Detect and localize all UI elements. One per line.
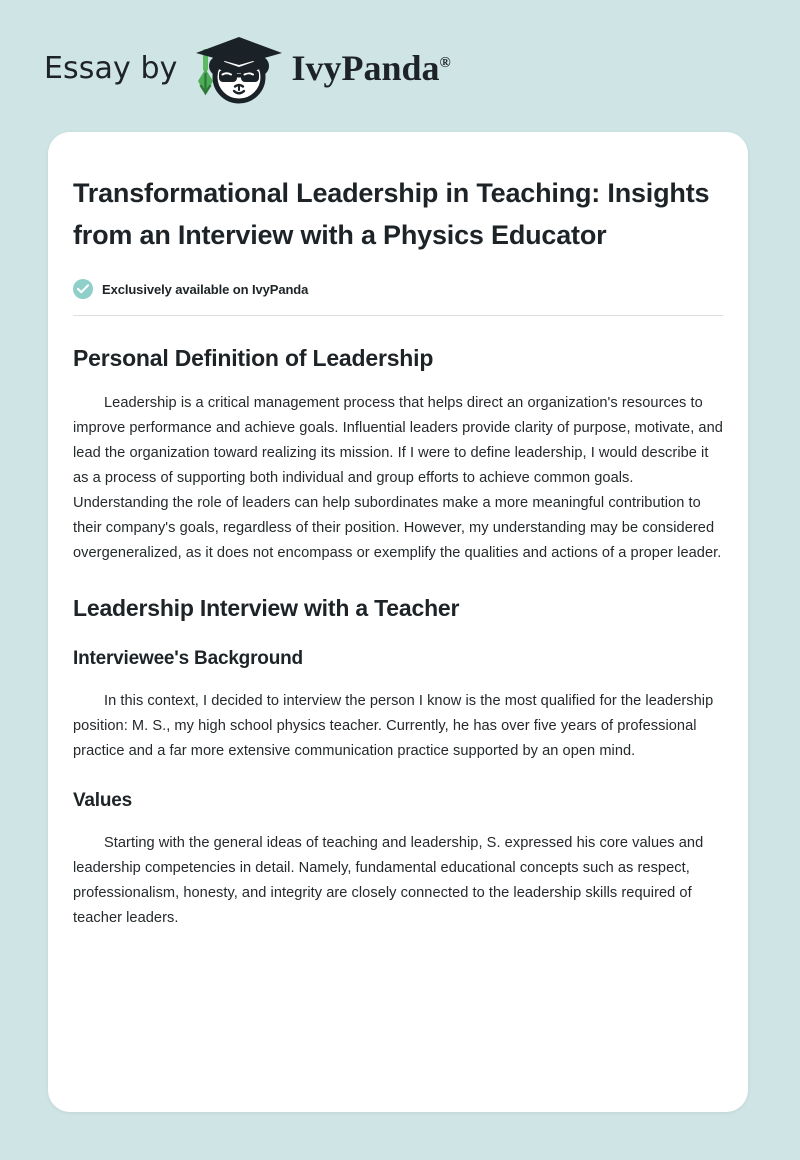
check-circle-icon [73, 279, 93, 299]
section-heading-interviewee-background: Interviewee's Background [73, 648, 303, 669]
paragraph: Leadership is a critical management process that helps direct an organization's resources to improve performance and achieve goals. Influential leaders provide clarity of purpose, motivate, and lead the organization toward realizing its mission. If I were to define leadership, I would describe it as a process of supporting both individual and group efforts to achieve common goals. Understanding the role of leaders can help subordinates make a more meaningful contribution to their company's goals, regardless of their position. However, my understanding may be considered overgeneralized, as it does not encompass or exemplify the qualities and actions of a proper leader. [73, 395, 723, 561]
panda-graduate-logo-icon [186, 35, 290, 105]
wordmark-text: IvyPanda [291, 48, 440, 88]
section-heading-values: Values [73, 790, 133, 811]
section-heading-personal-definition: Personal Definition of Leadership [73, 345, 434, 371]
section-heading-leadership-interview: Leadership Interview with a Teacher [73, 595, 460, 621]
brand-header [44, 34, 451, 106]
ivypanda-wordmark [292, 50, 451, 90]
page-title: Transformational Leadership in Teaching: Insights from an Interview with a Physics Educator [73, 178, 710, 250]
exclusive-availability-badge [73, 279, 723, 299]
essay-by-label: Essay by [44, 51, 178, 86]
title-divider [73, 315, 723, 316]
exclusive-availability-label: Exclusively available on IvyPanda [102, 281, 309, 297]
registered-trademark-icon: ® [439, 55, 451, 71]
essay-card [48, 132, 748, 1112]
paragraph: In this context, I decided to interview the person I know is the most qualified for the leadership position: M. S., my high school physics teacher. Currently, he has over five years of professional practice and a far more extensive communication practice supported by an open mind. [73, 693, 714, 759]
paragraph: Starting with the general ideas of teaching and leadership, S. expressed his core values and leadership competencies in detail. Namely, fundamental educational concepts such as respect, professionalism, honesty, and integrity are closely connected to the leadership skills required of teacher leaders. [73, 835, 704, 926]
